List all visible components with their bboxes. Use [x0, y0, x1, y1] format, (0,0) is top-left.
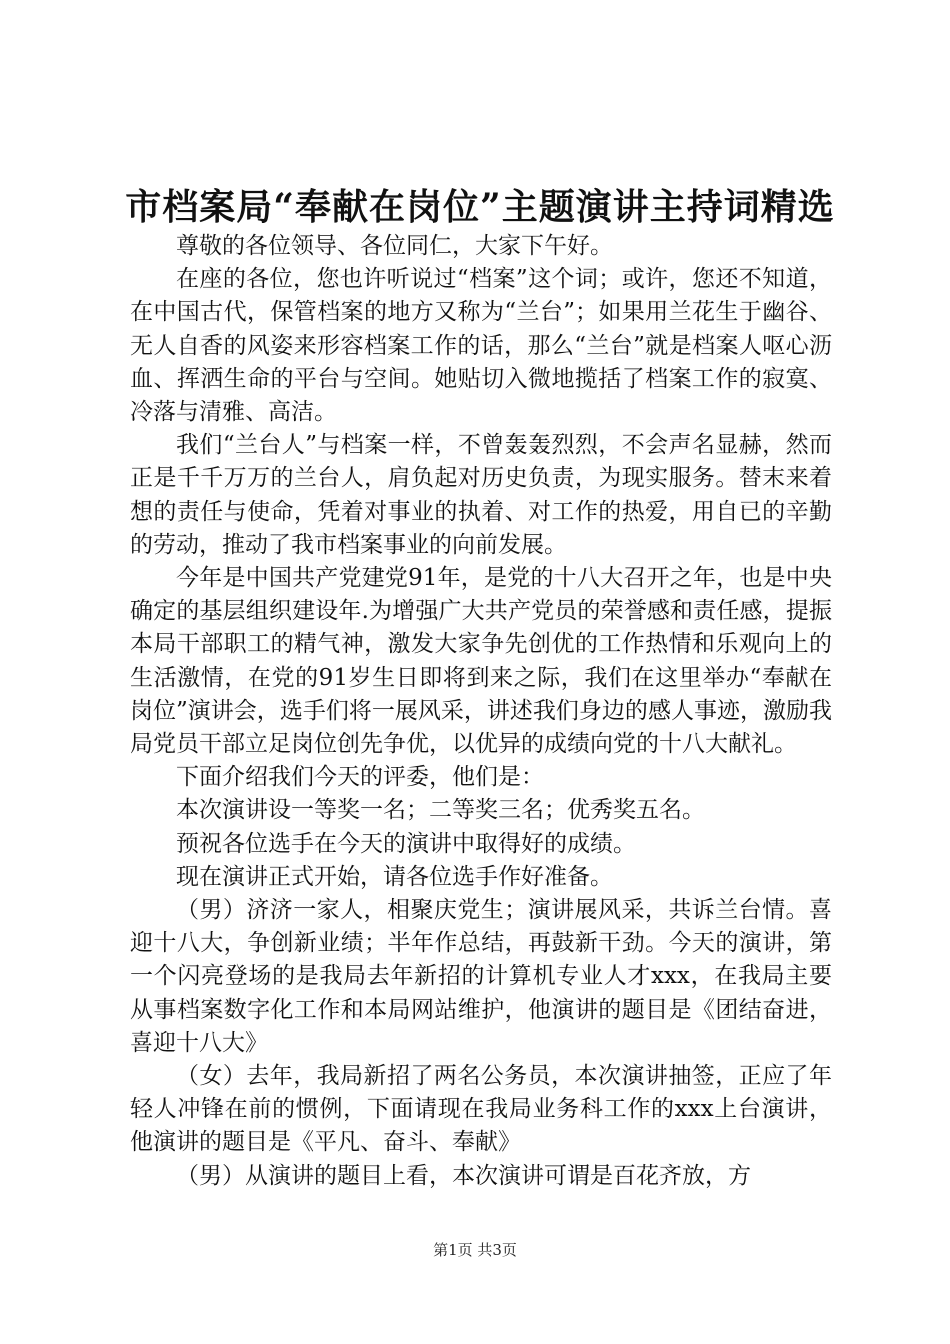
page-footer: 第1页 共3页 [433, 1241, 517, 1259]
paragraph-greeting: 尊敬的各位领导、各位同仁，大家下午好。 [176, 233, 613, 259]
paragraph-wishes: 预祝各位选手在今天的演讲中取得好的成绩。 [176, 830, 636, 857]
paragraph-male-host-2: （男）从演讲的题目上看，本次演讲可谓是百花齐放，方 [176, 1162, 751, 1189]
paragraph-awards: 本次演讲设一等奖一名；二等奖三名；优秀奖五名。 [176, 797, 705, 824]
paragraph-start: 现在演讲正式开始，请各位选手作好准备。 [176, 863, 613, 890]
paragraph-male-host-1: （男）济济一家人，相聚庆党生；演讲展风采，共诉兰台情。喜迎十八大，争创新业绩；半年作总结，再鼓新干劲。今天的演讲，第一个闪亮登场的是我局去年新招的计算机专业人才xxx，在我局主要从事档案数字化工作和本局网站维护，他演讲的题目是《团结奋进，喜迎十八大》 [130, 897, 832, 1056]
paragraph-lantai-people: 我们“兰台人”与档案一样，不曾轰轰烈烈，不会声名显赫，然而正是千千万万的兰台人，肩负起对历史负责，为现实服务。替末来着想的责任与使命，凭着对事业的执着、对工作的热爱，用自已的辛勤的劳动，推动了我市档案事业的向前发展。 [130, 432, 832, 558]
document-body [130, 230, 832, 1193]
paragraph-archives-intro: 在座的各位，您也许听说过“档案”这个词；或许，您还不知道，在中国古代，保管档案的地方又称为“兰台”；如果用兰花生于幽谷、无人自香的风姿来形容档案工作的话，那么“兰台”就是档案人呕心沥血、挥洒生命的平台与空间。她贴切入微地揽括了档案工作的寂寞、冷落与清雅、高洁。 [130, 266, 832, 426]
paragraph-event-purpose: 今年是中国共产党建党91年，是党的十八大召开之年，也是中央确定的基层组织建设年.为增强广大共产党员的荣誉感和责任感，提振本局干部职工的精气神，激发大家争先创优的工作热情和乐观向上的生活激情，在党的91岁生日即将到来之际，我们在这里举办“奉献在岗位”演讲会，选手们将一展风采，讲述我们身边的感人事迹，激励我局党员干部立足岗位创先争优，以优异的成绩向党的十八大献礼。 [130, 565, 832, 758]
paragraph-judges: 下面介绍我们今天的评委，他们是： [176, 764, 544, 791]
document-title: 市档案局“奉献在岗位”主题演讲主持词精选 [125, 186, 835, 228]
paragraph-female-host-1: （女）去年，我局新招了两名公务员，本次演讲抽签，正应了年轻人冲锋在前的惯例，下面请现在我局业务科工作的xxx上台演讲，他演讲的题目是《平凡、奋斗、奉献》 [130, 1063, 832, 1156]
